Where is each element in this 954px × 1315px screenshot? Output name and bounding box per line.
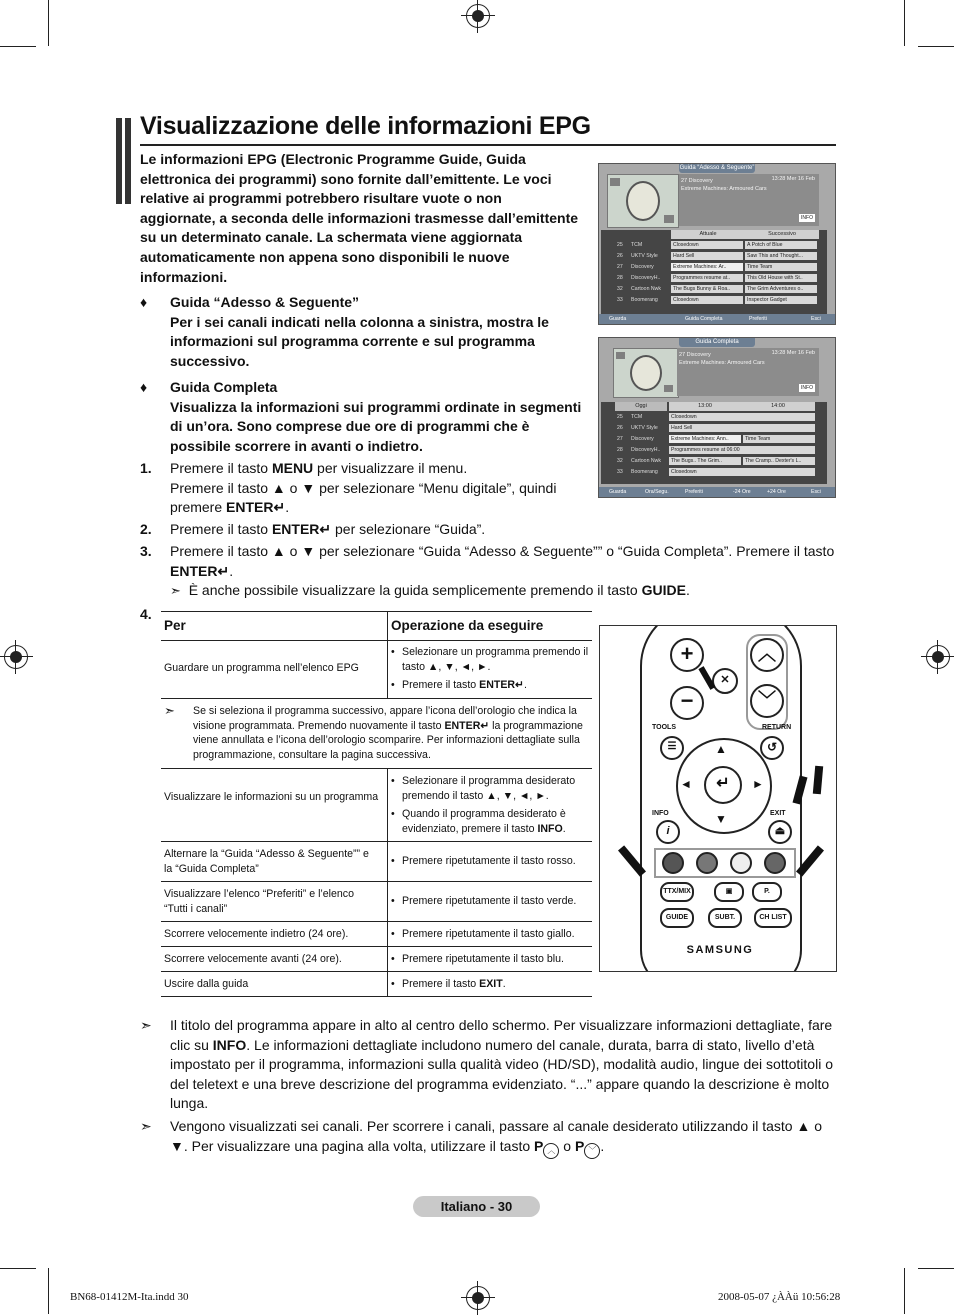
title-bar-decoration bbox=[125, 118, 131, 204]
crop-mark bbox=[48, 0, 49, 46]
epg-footer: Guarda Guida Completa Preferiti Esci bbox=[599, 314, 835, 324]
step-1: 1. Premere il tasto MENU per visualizzare il menu. Premere il tasto ▲ o ▼ per selezionare “Menu digitale”, quindi premere ENTER↵. bbox=[140, 460, 557, 516]
exit-button[interactable]: ⏏ bbox=[768, 820, 792, 844]
note-arrow-icon: ➣ bbox=[164, 703, 175, 718]
note-arrow-icon: ➣ bbox=[140, 1017, 152, 1033]
yellow-button[interactable] bbox=[730, 852, 752, 874]
epg-now-next-screen: Guida “Adesso & Seguente” 27 Discovery Extreme Machines: Armoured Cars 13:28 Mer 16 Feb INFO Attuale Successivo 25 TCM Closedown A Potch of Blue 26 UKTV Style Hard Sell Saw This and Thought... 27 Discovery Extreme Machines: Ar.. Time Team 28 DiscoveryH.. Programmes resume at.. This Old House with St.. 32 Cartoon Nwk The Bugs Bunny & Roa.. The Grim Adventures o.. 33 Boomerang Closedown Inspector Gadget Guarda Guida Completa Preferiti Esci bbox=[598, 163, 836, 325]
table-cell: Uscire dalla guida bbox=[164, 978, 249, 990]
epg-row[interactable]: 28 DiscoveryH.. Programmes resume at.. This Old House with St.. bbox=[601, 273, 827, 283]
enter-icon: ↵ bbox=[480, 719, 490, 732]
epg-row[interactable]: 26 UKTV Style Hard Sell bbox=[601, 423, 827, 433]
registration-mark-icon bbox=[466, 4, 490, 28]
epg-row[interactable]: 26 UKTV Style Hard Sell Saw This and Thought... bbox=[601, 251, 827, 261]
epg-row[interactable]: 28 DiscoveryH.. Programmes resume at 06:00 bbox=[601, 445, 827, 455]
bullet-text: Visualizza la informazioni sui programmi ordinate in segmenti di un’ora. Sono comprese due ore di programmi che è possibile scorrere in avanti o indietro. bbox=[170, 398, 582, 454]
registration-mark-icon bbox=[466, 1286, 490, 1310]
crop-mark bbox=[48, 1268, 49, 1314]
bullet-text: Per i sei canali indicati nella colonna a sinistra, mostra le informazioni sul programma corrente e sul programma successivo. bbox=[170, 313, 549, 369]
pointer-arrow bbox=[813, 766, 823, 795]
title-rule bbox=[140, 144, 836, 146]
table-cell: Scorrere velocemente avanti (24 ore). bbox=[164, 953, 342, 965]
step-4: 4. bbox=[140, 606, 152, 622]
note-arrow-icon: ➣ bbox=[170, 583, 181, 599]
volume-down-button[interactable]: − bbox=[670, 686, 704, 720]
crop-mark bbox=[918, 46, 954, 47]
bullet-title: Guida “Adesso & Seguente” bbox=[170, 294, 360, 310]
remote-control-illustration: + − ︿ ﹀ ✕ TOOLS RETURN ☰ ↺ ▲ ▼ ◄ ► ↵ INFO EXIT i ⏏ TTX/MIX ▣ P. GUIDE SUBT. CH LIST SAMSUNG bbox=[599, 625, 837, 972]
chevron-up-icon: ︿ bbox=[543, 1143, 559, 1159]
epg-row[interactable]: 32 Cartoon Nwk The Bugs Bunny & Roa.. The Grim Adventures o.. bbox=[601, 284, 827, 294]
guide-button[interactable]: GUIDE bbox=[660, 908, 694, 928]
media-button[interactable]: ▣ bbox=[714, 882, 744, 902]
title-bar-decoration bbox=[116, 118, 122, 204]
channel-up-button[interactable]: ︿ bbox=[750, 638, 784, 672]
epg-grid: Attuale Successivo 25 TCM Closedown A Potch of Blue 26 UKTV Style Hard Sell Saw This and Thought... 27 Discovery Extreme Machines: Ar.. Time Team 28 DiscoveryH.. Programmes resume at.. This Old House with St.. 32 Cartoon Nwk The Bugs Bunny & Roa.. The Grim Adventures o.. 33 Boomerang Closedown Inspector Gadget bbox=[601, 230, 827, 314]
mute-button[interactable]: ✕ bbox=[712, 668, 738, 694]
table-cell: • Premere ripetutamente il tasto rosso. bbox=[391, 854, 591, 869]
table-cell: • Selezionare il programma desiderato premendo il tasto ▲, ▼, ◄, ►. • Quando il programma desiderato è evidenziato, premere il tasto INFO. bbox=[391, 774, 591, 836]
epg-row[interactable]: 33 Boomerang Closedown Inspector Gadget bbox=[601, 295, 827, 305]
table-cell: Visualizzare le informazioni su un programma bbox=[164, 791, 379, 803]
channel-list-button[interactable]: CH LIST bbox=[754, 908, 792, 928]
step-2: 2. Premere il tasto ENTER↵ per selezionare “Guida”. bbox=[140, 521, 486, 537]
arrow-left-icon[interactable]: ◄ bbox=[680, 777, 692, 791]
page-number: Italiano - 30 bbox=[413, 1196, 540, 1217]
info-button[interactable]: i bbox=[656, 820, 680, 844]
registration-mark-icon bbox=[926, 645, 950, 669]
slug-file: BN68-01412M-Ita.indd 30 bbox=[70, 1291, 189, 1303]
enter-button[interactable]: ↵ bbox=[704, 766, 742, 804]
registration-mark-icon bbox=[4, 645, 28, 669]
bullet-title: Guida Completa bbox=[170, 379, 278, 395]
table-header: Per Operazione da eseguire bbox=[161, 611, 592, 641]
red-button[interactable] bbox=[662, 852, 684, 874]
table-cell: • Premere ripetutamente il tasto blu. bbox=[391, 952, 591, 967]
epg-row[interactable]: 27 Discovery Extreme Machines: Ann.. Time Team bbox=[601, 434, 827, 444]
channel-down-button[interactable]: ﹀ bbox=[750, 684, 784, 718]
epg-row[interactable]: 27 Discovery Extreme Machines: Ar.. Time Team bbox=[601, 262, 827, 272]
crop-mark bbox=[0, 1268, 36, 1269]
table-cell: Visualizzare l’elenco “Preferiti” e l’elenco “Tutti i canali” bbox=[164, 888, 354, 915]
return-button[interactable]: ↺ bbox=[760, 736, 784, 760]
tv-test-pattern-icon bbox=[607, 174, 679, 228]
crop-mark bbox=[904, 0, 905, 46]
epg-footer: Guarda Ora/Segu. Preferiti -24 Ore +24 Ore Esci bbox=[599, 487, 835, 497]
table-cell: • Premere il tasto EXIT. bbox=[391, 977, 591, 992]
step-3: 3. Premere il tasto ▲ o ▼ per selezionare “Guida “Adesso & Seguente”” o “Guida Completa”. Premere il tasto ENTER↵. ➣ È anche possibile visualizzare la guida semplicemente premendo il tasto GUIDE. bbox=[140, 543, 835, 599]
epg-row[interactable]: 25 TCM Closedown A Potch of Blue bbox=[601, 240, 827, 250]
epg-grid: Oggi 13:00 14:00 25 TCM Closedown 26 UKTV Style Hard Sell 27 Discovery Extreme Machines: Ann.. Time Team 28 DiscoveryH.. Programmes resume at 06:00 32 Cartoon Nwk The Bugs.. The Grim.. The Cramp.. Dexter's L.. 33 Boomerang Closedown bbox=[601, 402, 827, 484]
table-cell: • Selezionare un programma premendo il tasto ▲, ▼, ◄, ►. • Premere il tasto ENTER↵. bbox=[391, 645, 591, 693]
ttx-mix-button[interactable]: TTX/MIX bbox=[660, 882, 694, 902]
samsung-logo: SAMSUNG bbox=[686, 944, 754, 956]
arrow-down-icon[interactable]: ▼ bbox=[715, 812, 727, 826]
table-cell: Scorrere velocemente indietro (24 ore). bbox=[164, 928, 349, 940]
green-button[interactable] bbox=[696, 852, 718, 874]
table-cell: • Premere ripetutamente il tasto giallo. bbox=[391, 927, 591, 942]
enter-icon: ↵ bbox=[319, 521, 332, 537]
volume-up-button[interactable]: + bbox=[670, 638, 704, 672]
arrow-up-icon[interactable]: ▲ bbox=[715, 742, 727, 756]
programme-info-box: 27 Discovery Extreme Machines: Armoured Cars 13:28 Mer 16 Feb INFO bbox=[677, 348, 819, 396]
page-title: Visualizzazione delle informazioni EPG bbox=[140, 112, 591, 140]
epg-row[interactable]: 32 Cartoon Nwk The Bugs.. The Grim.. The Cramp.. Dexter's L.. bbox=[601, 456, 827, 466]
table-cell: • Premere ripetutamente il tasto verde. bbox=[391, 894, 591, 909]
chevron-down-icon: ﹀ bbox=[584, 1143, 600, 1159]
crop-mark bbox=[918, 1268, 954, 1269]
operations-table bbox=[161, 611, 592, 997]
epg-row[interactable]: 33 Boomerang Closedown bbox=[601, 467, 827, 477]
tv-test-pattern-icon bbox=[613, 348, 679, 398]
crop-mark bbox=[0, 46, 36, 47]
epg-full-guide-screen: Guida Completa 27 Discovery Extreme Machines: Armoured Cars 13:28 Mer 16 Feb INFO Oggi 13:00 14:00 25 TCM Closedown 26 UKTV Style Hard Sell 27 Discovery Extreme Machines: Ann.. Time Team 28 DiscoveryH.. Programmes resume at 06:00 32 Cartoon Nwk The Bugs.. The Grim.. The Cramp.. Dexter's L.. 33 Boomerang Closedown Guarda Ora/Segu. Preferiti -24 Ore +24 Ore Esci bbox=[598, 337, 836, 498]
intro-text: Le informazioni EPG (Electronic Programme Guide, Guida elettronica dei programmi) sono fornite dall’emittente. Le voci relative ai programmi potrebbero risultare vuote o non aggiornate, a seconda delle informazioni trasmesse dall’emittente su un determinato canale. La schermata viene aggiornata automaticamente non appena sono disponibili le nuove informazioni. bbox=[140, 151, 579, 285]
bullet-full-guide bbox=[140, 378, 585, 458]
subtitle-button[interactable]: SUBT. bbox=[708, 908, 742, 928]
note-programme-title: ➣ Il titolo del programma appare in alto al centro dello schermo. Per visualizzare informazioni dettagliate, fare clic su INFO. Le informazioni dettagliate includono numero del canale, durata, barra di stato, livello d’età impostato per il programma, informazioni sulla qualità video (HD/SD), modalità audio, lingue dei sottotitoli o del teletext e una breve descrizione del programma evidenziato. “...” appare quando la descrizione è molto lunga. bbox=[140, 1017, 833, 1112]
table-cell: Alternare la “Guida “Adesso & Seguente”” e la “Guida Completa” bbox=[164, 848, 369, 875]
tools-button[interactable]: ☰ bbox=[660, 736, 684, 760]
p-size-button[interactable]: P. bbox=[752, 882, 782, 902]
epg-row[interactable]: 25 TCM Closedown bbox=[601, 412, 827, 422]
arrow-right-icon[interactable]: ► bbox=[752, 777, 764, 791]
enter-icon: ↵ bbox=[515, 679, 524, 691]
diamond-icon: ♦ bbox=[140, 379, 148, 395]
enter-icon: ↵ bbox=[217, 562, 230, 579]
table-cell: Guardare un programma nell’elenco EPG bbox=[164, 662, 359, 674]
slug-date: 2008-05-07 ¿ÀÀü 10:56:28 bbox=[718, 1291, 841, 1303]
enter-icon: ↵ bbox=[273, 499, 286, 516]
note-six-channels: ➣ Vengono visualizzati sei canali. Per scorrere i canali, passare al canale desiderato utilizzando il tasto ▲ o ▼. Per visualizzare una pagina alla volta, utilizzare il tasto P ︿ o P ﹀ . bbox=[140, 1117, 840, 1159]
programme-info-box: 27 Discovery Extreme Machines: Armoured Cars 13:28 Mer 16 Feb INFO bbox=[679, 174, 819, 226]
crop-mark bbox=[904, 1268, 905, 1314]
note-arrow-icon: ➣ bbox=[140, 1118, 152, 1134]
table-note: Se si seleziona il programma successivo, appare l’icona dell’orologio che indica la visione programmata. Premendo nuovamente il tasto ENTER↵ la programmazione viene annullata e l’icona dell’orologio scomparire. Per informazioni dettagliate sulla programmazione, consultare la pagina successiva. bbox=[193, 705, 583, 761]
blue-button[interactable] bbox=[764, 852, 786, 874]
bullet-now-next bbox=[140, 293, 585, 373]
diamond-icon: ♦ bbox=[140, 294, 148, 310]
